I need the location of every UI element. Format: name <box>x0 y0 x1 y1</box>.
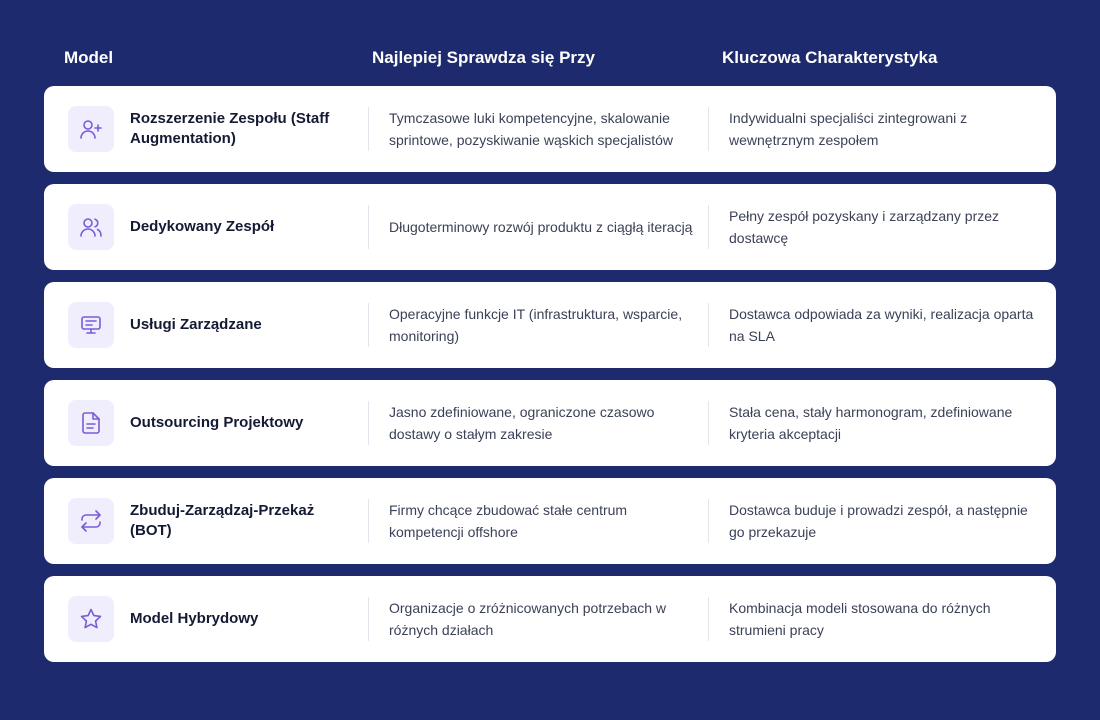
key-feature-text: Indywidualni specjaliści zintegrowani z wewnętrznym zespołem <box>729 110 968 148</box>
table-row <box>44 184 1056 270</box>
column-divider <box>708 205 709 249</box>
users-icon <box>68 204 114 250</box>
repeat-icon <box>68 498 114 544</box>
table-row <box>44 478 1056 564</box>
table-row <box>44 576 1056 662</box>
best-for-text: Firmy chcące zbudować stałe centrum kompetencji offshore <box>389 502 628 540</box>
monitor-icon <box>68 302 114 348</box>
model-name: Dedykowany Zespół <box>130 218 275 235</box>
key-feature-text: Pełny zespół pozyskany i zarządzany przez dostawcę <box>729 208 1000 246</box>
header-best-for: Najlepiej Sprawdza się Przy <box>372 48 595 67</box>
key-feature-text: Dostawca odpowiada za wyniki, realizacja oparta na SLA <box>729 306 1034 344</box>
column-divider <box>708 597 709 641</box>
model-name: Rozszerzenie Zespołu (Staff Augmentation) <box>130 110 330 147</box>
column-divider <box>708 401 709 445</box>
table-header <box>0 48 1100 70</box>
table-row <box>44 380 1056 466</box>
column-divider <box>368 303 369 347</box>
model-name: Outsourcing Projektowy <box>130 414 304 431</box>
document-icon <box>68 400 114 446</box>
header-model: Model <box>64 48 114 67</box>
column-divider <box>708 107 709 151</box>
column-divider <box>368 597 369 641</box>
model-name: Zbuduj-Zarządzaj-Przekaż (BOT) <box>130 502 315 539</box>
model-name: Usługi Zarządzane <box>130 316 262 333</box>
table-row <box>44 86 1056 172</box>
column-divider <box>368 107 369 151</box>
column-divider <box>368 401 369 445</box>
key-feature-text: Dostawca buduje i prowadzi zespół, a następnie go przekazuje <box>729 502 1028 540</box>
column-divider <box>368 499 369 543</box>
user-plus-icon <box>68 106 114 152</box>
key-feature-text: Stała cena, stały harmonogram, zdefiniowane kryteria akceptacji <box>729 404 1013 442</box>
key-feature-text: Kombinacja modeli stosowana do różnych strumieni pracy <box>729 600 991 638</box>
best-for-text: Długoterminowy rozwój produktu z ciągłą iteracją <box>389 219 693 235</box>
model-name: Model Hybrydowy <box>130 610 259 627</box>
column-divider <box>368 205 369 249</box>
best-for-text: Jasno zdefiniowane, ograniczone czasowo dostawy o stałym zakresie <box>389 404 655 442</box>
best-for-text: Organizacje o zróżnicowanych potrzebach w różnych działach <box>389 600 667 638</box>
best-for-text: Tymczasowe luki kompetencyjne, skalowanie sprintowe, pozyskiwanie wąskich specjalistów <box>389 110 674 148</box>
header-key-feature: Kluczowa Charakterystyka <box>722 48 938 67</box>
table-row <box>44 282 1056 368</box>
star-icon <box>68 596 114 642</box>
column-divider <box>708 499 709 543</box>
column-divider <box>708 303 709 347</box>
best-for-text: Operacyjne funkcje IT (infrastruktura, wsparcie, monitoring) <box>389 306 683 344</box>
table-rows <box>44 86 1056 674</box>
